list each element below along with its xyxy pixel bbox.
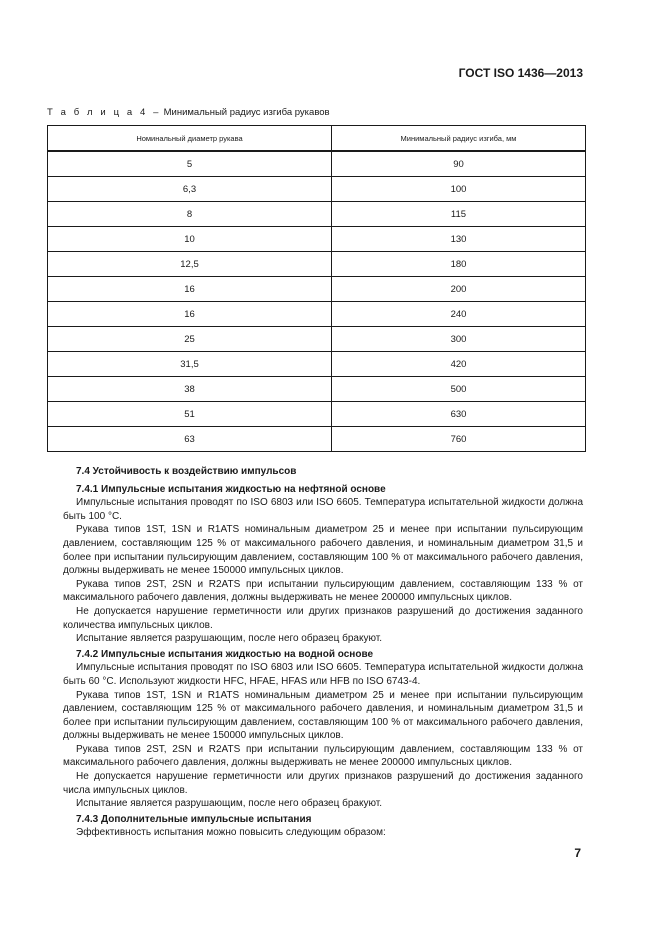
page-number: 7 bbox=[574, 846, 581, 860]
cell-radius: 200 bbox=[332, 277, 586, 302]
table-row bbox=[48, 252, 586, 277]
paragraph: Эффективность испытания можно повысить следующим образом: bbox=[76, 827, 386, 839]
paragraph: Не допускается нарушение герметичности или других признаков разрушений до достижения заданного количества импульсных циклов. bbox=[63, 605, 583, 631]
paragraph: Рукава типов 2ST, 2SN и R2ATS при испытании пульсирующим давлением, составляющим 133 % от максимального рабочего давления, должны выдерживать не менее 200000 импульсных циклов. bbox=[63, 578, 583, 604]
cell-radius: 500 bbox=[332, 377, 586, 402]
table-row bbox=[48, 427, 586, 452]
column-header-radius: Минимальный радиус изгиба, мм bbox=[332, 126, 586, 152]
table-caption-label: Т а б л и ц а 4 – bbox=[47, 107, 161, 118]
cell-diameter: 51 bbox=[48, 402, 332, 427]
table-row bbox=[48, 177, 586, 202]
table-row bbox=[48, 151, 586, 177]
cell-diameter: 12,5 bbox=[48, 252, 332, 277]
column-header-diameter: Номинальный диаметр рукава bbox=[48, 126, 332, 152]
paragraph: Рукава типов 1ST, 1SN и R1ATS номинальным диаметром 25 и менее при испытании пульсирующим давлением, составляющим 125 % от максимального рабочего давления, и номинальным диаметром 31,5 и более при испытании пульсирующим давлением, составляющим 100 % от максимального рабочего давления, должны выдерживать не менее 150000 импульсных циклов. bbox=[63, 689, 583, 742]
cell-diameter: 38 bbox=[48, 377, 332, 402]
cell-diameter: 63 bbox=[48, 427, 332, 452]
cell-diameter: 6,3 bbox=[48, 177, 332, 202]
cell-radius: 300 bbox=[332, 327, 586, 352]
cell-radius: 420 bbox=[332, 352, 586, 377]
table-row bbox=[48, 377, 586, 402]
cell-diameter: 16 bbox=[48, 302, 332, 327]
cell-radius: 100 bbox=[332, 177, 586, 202]
section-heading-7-4-1: 7.4.1 Импульсные испытания жидкостью на нефтяной основе bbox=[76, 483, 386, 495]
section-heading-7-4-2: 7.4.2 Импульсные испытания жидкостью на водной основе bbox=[76, 648, 374, 660]
cell-radius: 180 bbox=[332, 252, 586, 277]
paragraph: Испытание является разрушающим, после него образец бракуют. bbox=[76, 798, 382, 810]
table-header-row bbox=[48, 126, 586, 152]
cell-diameter: 5 bbox=[48, 151, 332, 177]
bend-radius-table bbox=[47, 125, 586, 452]
section-heading-7-4: 7.4 Устойчивость к воздействию импульсов bbox=[76, 466, 297, 477]
cell-diameter: 16 bbox=[48, 277, 332, 302]
cell-diameter: 8 bbox=[48, 202, 332, 227]
table-row bbox=[48, 402, 586, 427]
cell-radius: 240 bbox=[332, 302, 586, 327]
cell-diameter: 10 bbox=[48, 227, 332, 252]
table-row bbox=[48, 202, 586, 227]
cell-radius: 90 bbox=[332, 151, 586, 177]
cell-radius: 630 bbox=[332, 402, 586, 427]
paragraph: Рукава типов 2ST, 2SN и R2ATS при испытании пульсирующим давлением, составляющим 133 % от максимального рабочего давления, должны выдерживать не менее 200000 импульсных циклов. bbox=[63, 743, 583, 769]
table-caption-title: Минимальный радиус изгиба рукавов bbox=[163, 107, 330, 118]
table-row bbox=[48, 277, 586, 302]
cell-radius: 760 bbox=[332, 427, 586, 452]
paragraph: Импульсные испытания проводят по ISO 6803 или ISO 6605. Температура испытательной жидкости должна быть 60 °С. Используют жидкости HFC, HFAE, HFAS или HFB по ISO 6743-4. bbox=[63, 662, 583, 687]
cell-radius: 130 bbox=[332, 227, 586, 252]
cell-radius: 115 bbox=[332, 202, 586, 227]
cell-diameter: 25 bbox=[48, 327, 332, 352]
document-id: ГОСТ ISO 1436—2013 bbox=[458, 66, 583, 80]
body-text bbox=[63, 465, 583, 840]
table-row bbox=[48, 302, 586, 327]
paragraph: Испытание является разрушающим, после него образец бракуют. bbox=[76, 633, 382, 645]
table-row bbox=[48, 352, 586, 377]
paragraph: Импульсные испытания проводят по ISO 6803 или ISO 6605. Температура испытательной жидкости должна быть 100 °С. bbox=[63, 497, 583, 522]
cell-diameter: 31,5 bbox=[48, 352, 332, 377]
table-caption bbox=[47, 107, 330, 118]
paragraph: Не допускается нарушение герметичности или других признаков разрушений до достижения заданного числа импульсных циклов. bbox=[63, 771, 583, 796]
section-heading-7-4-3: 7.4.3 Дополнительные импульсные испытания bbox=[76, 813, 312, 825]
table-row bbox=[48, 227, 586, 252]
table-row bbox=[48, 327, 586, 352]
paragraph: Рукава типов 1ST, 1SN и R1ATS номинальным диаметром 25 и менее при испытании пульсирующим давлением, составляющим 125 % от максимального рабочего давления, и номинальным диаметром 31,5 и более при испытании пульсирующим давлением, составляющим 100 % от максимального рабочего давления, должны выдерживать не менее 150000 импульсных циклов. bbox=[63, 524, 583, 577]
